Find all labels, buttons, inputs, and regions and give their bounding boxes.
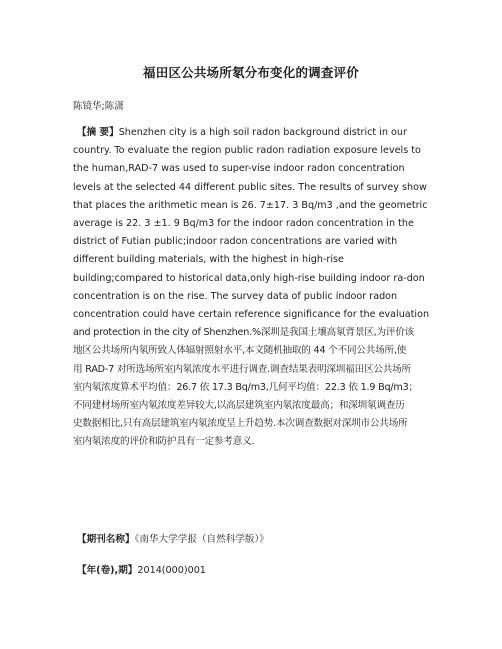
abstract-block [73,124,429,452]
abstract-line: 用 RAD-7 对所选场所室内氡浓度水平进行调查.调查结果表明深圳福田区公共场所 [73,363,411,375]
abstract-line: country. To evaluate the region public radon radiation exposure levels to [73,145,421,157]
abstract-line: concentration could have certain reference significance for the evaluation [73,309,430,321]
abstract-line: building;compared to historical data,only high-rise building indoor ra-don [73,272,425,284]
abstract-line: average is 22. 3 ±1. 9 Bq/m3 for the indoor radon concentration in the [73,218,414,230]
journal-name-label: 【期刊名称】 [77,534,135,545]
abstract-line: the human,RAD-7 was used to super-vise indoor radon concentration [73,163,405,175]
abstract-line: district of Futian public;indoor radon concentrations are varied with [73,236,398,248]
year-volume-label: 【年(卷),期】 [77,565,138,576]
journal-name-value: 《南华大学学报（自然科学版）》 [134,534,269,545]
year-volume-row [77,562,206,576]
abstract-line: 室内氡浓度的评价和防护具有一定参考意义. [73,436,255,448]
abstract-line: 史数据相比,只有高层建筑室内氡浓度呈上升趋势.本次调查数据对深圳市公共场所 [73,418,408,430]
year-volume-value: 2014(000)001 [137,565,206,576]
authors: 陈镜华;陈潇 [73,101,124,112]
abstract-line: 地区公共场所内氡所致人体辐射照射水平,本文随机抽取的 44 个不同公共场所,使 [73,345,407,357]
abstract-line [73,124,429,142]
abstract-line: different building materials, with the highest in high-rise [73,254,344,266]
abstract-line: and protection in the city of Shenzhen.%深圳是我国土壤高氡背景区,为评价该 [73,327,415,339]
abstract-line: 室内氡浓度算术平均值：26.7 依 17.3 Bq/m3,几何平均值：22.3 依 1.9 Bq/m3； [73,381,418,393]
abstract-line: concentration is on the rise. The survey data of public indoor radon [73,290,398,302]
abstract-line: levels at the selected 44 different public sites. The results of survey show [73,181,427,193]
abstract-line: that places the arithmetic mean is 26. 7±17. 3 Bq/m3 ,and the geometric [73,199,428,211]
abstract-line: 不同建材场所室内氡浓度差异较大,以高层建筑室内氡浓度最高；和深圳氡调查历 [73,400,405,412]
abstract-label: 【摘 要】 [77,127,119,138]
document-title: 福田区公共场所氡分布变化的调查评价 [143,65,359,80]
abstract-text: Shenzhen city is a high soil radon background district in our [118,127,407,138]
journal-name-row [77,531,269,545]
